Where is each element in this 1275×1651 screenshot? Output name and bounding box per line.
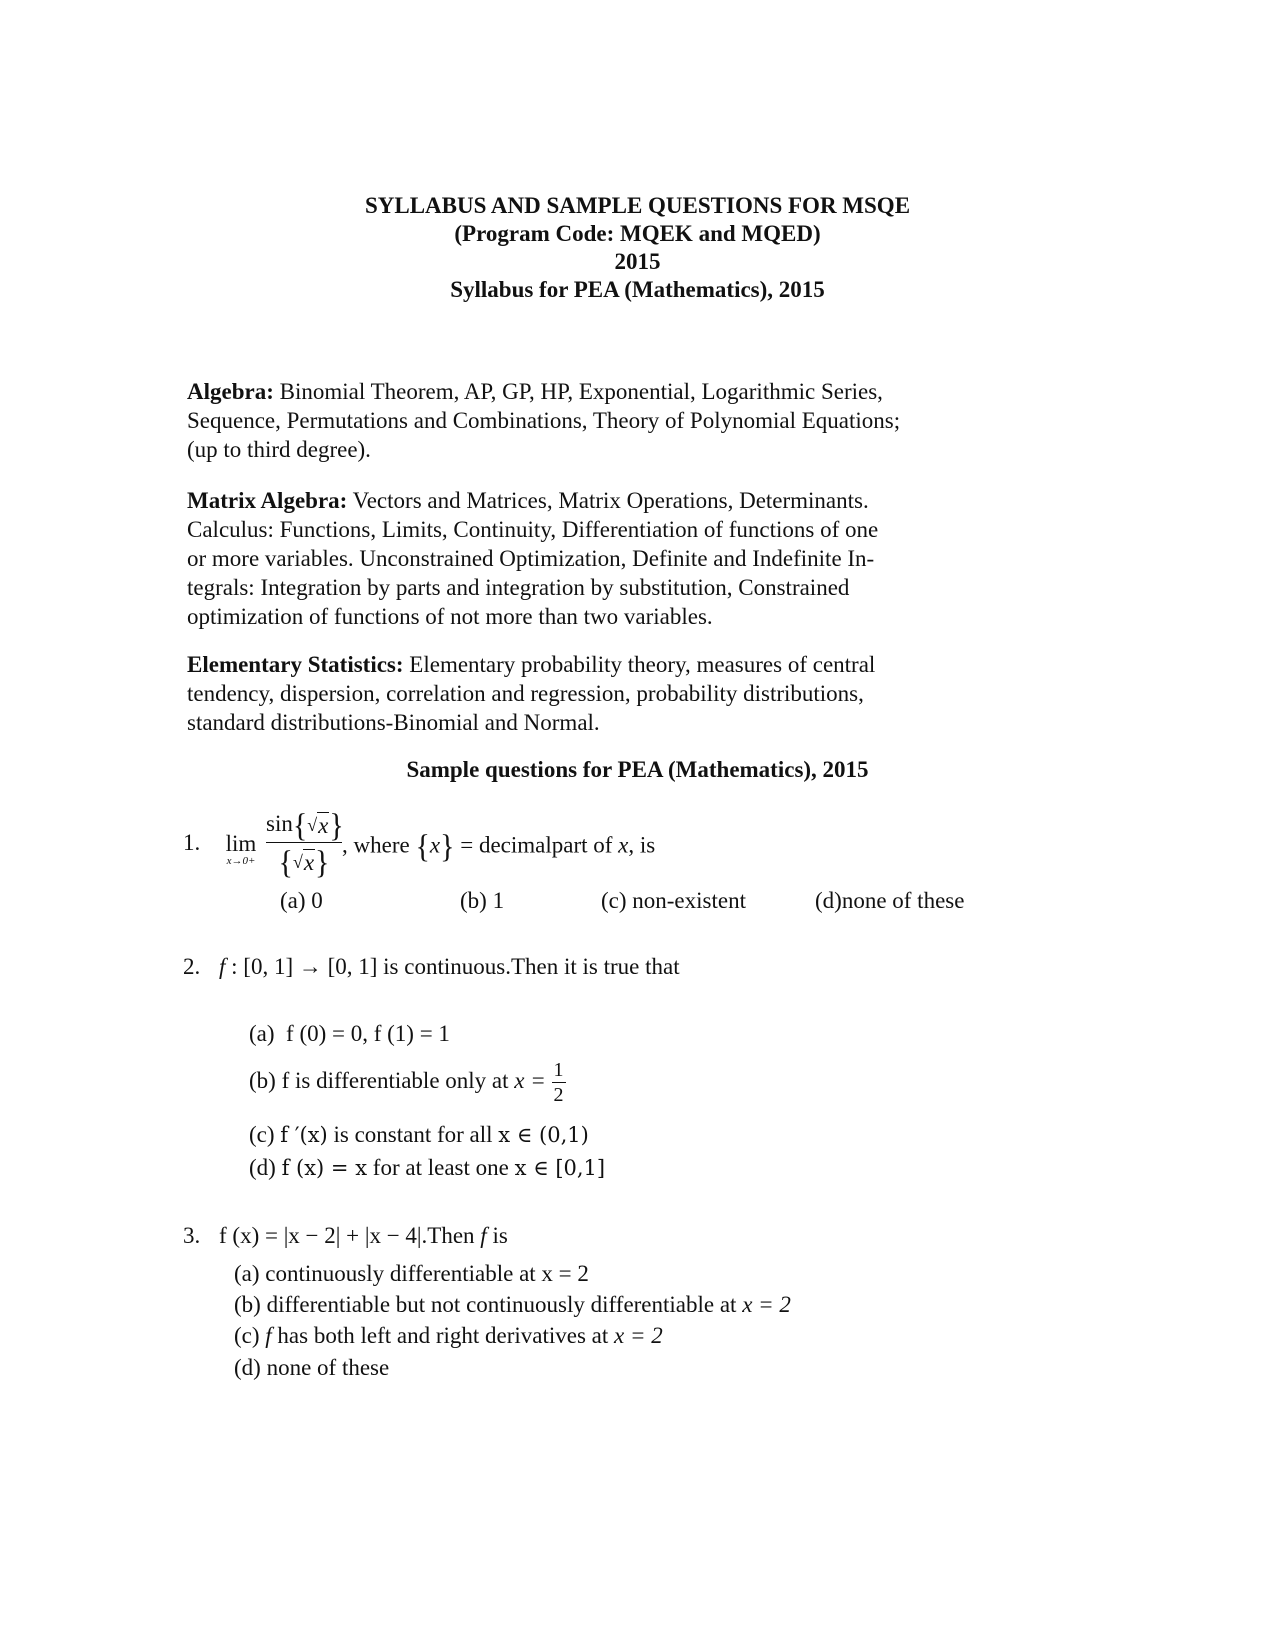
option-c [234, 1323, 663, 1349]
question-number: 2. [183, 954, 201, 979]
statistics-heading: Elementary Statistics: [187, 652, 404, 677]
continuous-text: is continuous.Then it is true that [377, 954, 680, 979]
question-text: , where {x} = decimalpart of x, is [342, 828, 656, 865]
sqrt-var: x [303, 849, 315, 875]
var-f: f [219, 954, 226, 979]
limit-operator [220, 833, 262, 867]
option-label: (c) [249, 1122, 275, 1147]
statistics-line: tendency, dispersion, correlation and regression, probability distributions, [187, 681, 864, 706]
option-text: is constant for all [327, 1122, 499, 1147]
statistics-section [187, 650, 987, 737]
option-text: continuously differentiable at x = 2 [265, 1261, 589, 1286]
fraction-half [552, 1058, 566, 1107]
question-number: 1. [183, 830, 201, 855]
document-title: SYLLABUS AND SAMPLE QUESTIONS FOR MSQE [364, 193, 911, 218]
option-math: x ∈ [0,1] [514, 1156, 606, 1180]
option-text: for at least one [367, 1155, 515, 1180]
question-text [219, 954, 680, 980]
matrix-section [187, 486, 987, 631]
option-math: x ∈ (0,1) [498, 1123, 589, 1147]
limit-fraction [266, 806, 342, 879]
option-b [249, 1058, 566, 1107]
var-x: x [429, 832, 441, 858]
fraction-denominator: {√x} [278, 844, 330, 881]
matrix-line: Vectors and Matrices, Matrix Operations, Determinants. [347, 488, 869, 513]
option-math: f (0) = 0, f (1) = 1 [286, 1021, 450, 1046]
option-text: has both left and right derivatives at [271, 1323, 615, 1348]
option-label: (b) [249, 1067, 276, 1093]
matrix-line: tegrals: Integration by parts and integration by substitution, Constrained [187, 575, 850, 600]
denominator: 2 [553, 1084, 564, 1106]
is-text: , is [628, 832, 656, 858]
option-c: (c) non-existent [601, 888, 746, 913]
option-c [249, 1122, 589, 1148]
algebra-section [187, 377, 987, 464]
option-a [234, 1261, 589, 1287]
option-text: f is differentiable only at [281, 1067, 515, 1093]
where-text: , where [342, 832, 416, 858]
option-text: differentiable but not continuously differentiable at [266, 1292, 743, 1317]
option-math: x = 2 [742, 1292, 791, 1317]
sin-text: sin [266, 811, 293, 836]
option-math: x = 2 [614, 1323, 663, 1348]
lim-subscript: x→0+ [226, 855, 256, 867]
option-b: (b) 1 [460, 888, 505, 913]
statistics-line: Elementary probability theory, measures of central [403, 652, 876, 677]
fraction-numerator: sin{√x} [266, 807, 344, 844]
option-b [234, 1292, 791, 1318]
matrix-line: Calculus: Functions, Limits, Continuity, Differentiation of functions of one [187, 517, 879, 542]
lim-text: lim [225, 831, 257, 856]
algebra-line: (up to third degree). [187, 437, 371, 462]
is-text: is [486, 1223, 508, 1248]
function-expression: f (x) = |x − 2| + |x − 4| [219, 1223, 422, 1248]
option-label: (c) [234, 1323, 260, 1348]
option-math: f (x) = x [281, 1156, 368, 1180]
option-label: (a) [249, 1021, 275, 1046]
matrix-line: optimization of functions of not more than two variables. [187, 604, 713, 629]
decimal-text: = decimalpart of [454, 832, 619, 858]
option-d [249, 1155, 605, 1181]
option-text: none of these [266, 1355, 390, 1380]
algebra-heading: Algebra: [187, 379, 274, 404]
option-d [234, 1355, 389, 1381]
question-number: 3. [183, 1223, 201, 1248]
option-d: (d)none of these [815, 888, 965, 913]
algebra-line: Binomial Theorem, AP, GP, HP, Exponential, Logarithmic Series, [273, 379, 883, 404]
then-text: .Then [421, 1223, 481, 1248]
program-code: (Program Code: MQEK and MQED) [454, 221, 821, 246]
syllabus-title: Syllabus for PEA (Mathematics), 2015 [450, 277, 825, 302]
option-label: (b) [234, 1292, 261, 1317]
var-x: x [618, 832, 629, 858]
option-a [249, 1021, 450, 1047]
statistics-line: standard distributions-Binomial and Normal. [187, 710, 600, 735]
option-label: (a) [234, 1261, 260, 1286]
sqrt-var: x [318, 812, 329, 838]
year: 2015 [614, 249, 661, 274]
matrix-heading: Matrix Algebra: [187, 488, 348, 513]
var-f: f [480, 1223, 487, 1248]
sample-questions-heading: Sample questions for PEA (Mathematics), 2015 [406, 757, 869, 782]
numerator: 1 [553, 1059, 564, 1081]
mapping: : [0, 1] → [0, 1] [225, 954, 378, 979]
matrix-line: or more variables. Unconstrained Optimization, Definite and Indefinite In- [187, 546, 875, 571]
option-math: f ′(x) [280, 1123, 328, 1147]
algebra-line: Sequence, Permutations and Combinations, Theory of Polynomial Equations; [187, 408, 901, 433]
option-label: (d) [249, 1155, 276, 1180]
var-f: f [265, 1323, 272, 1348]
option-label: (d) [234, 1355, 261, 1380]
option-a: (a) 0 [280, 888, 323, 913]
question-text [219, 1223, 508, 1249]
var-x: x = [514, 1067, 546, 1093]
